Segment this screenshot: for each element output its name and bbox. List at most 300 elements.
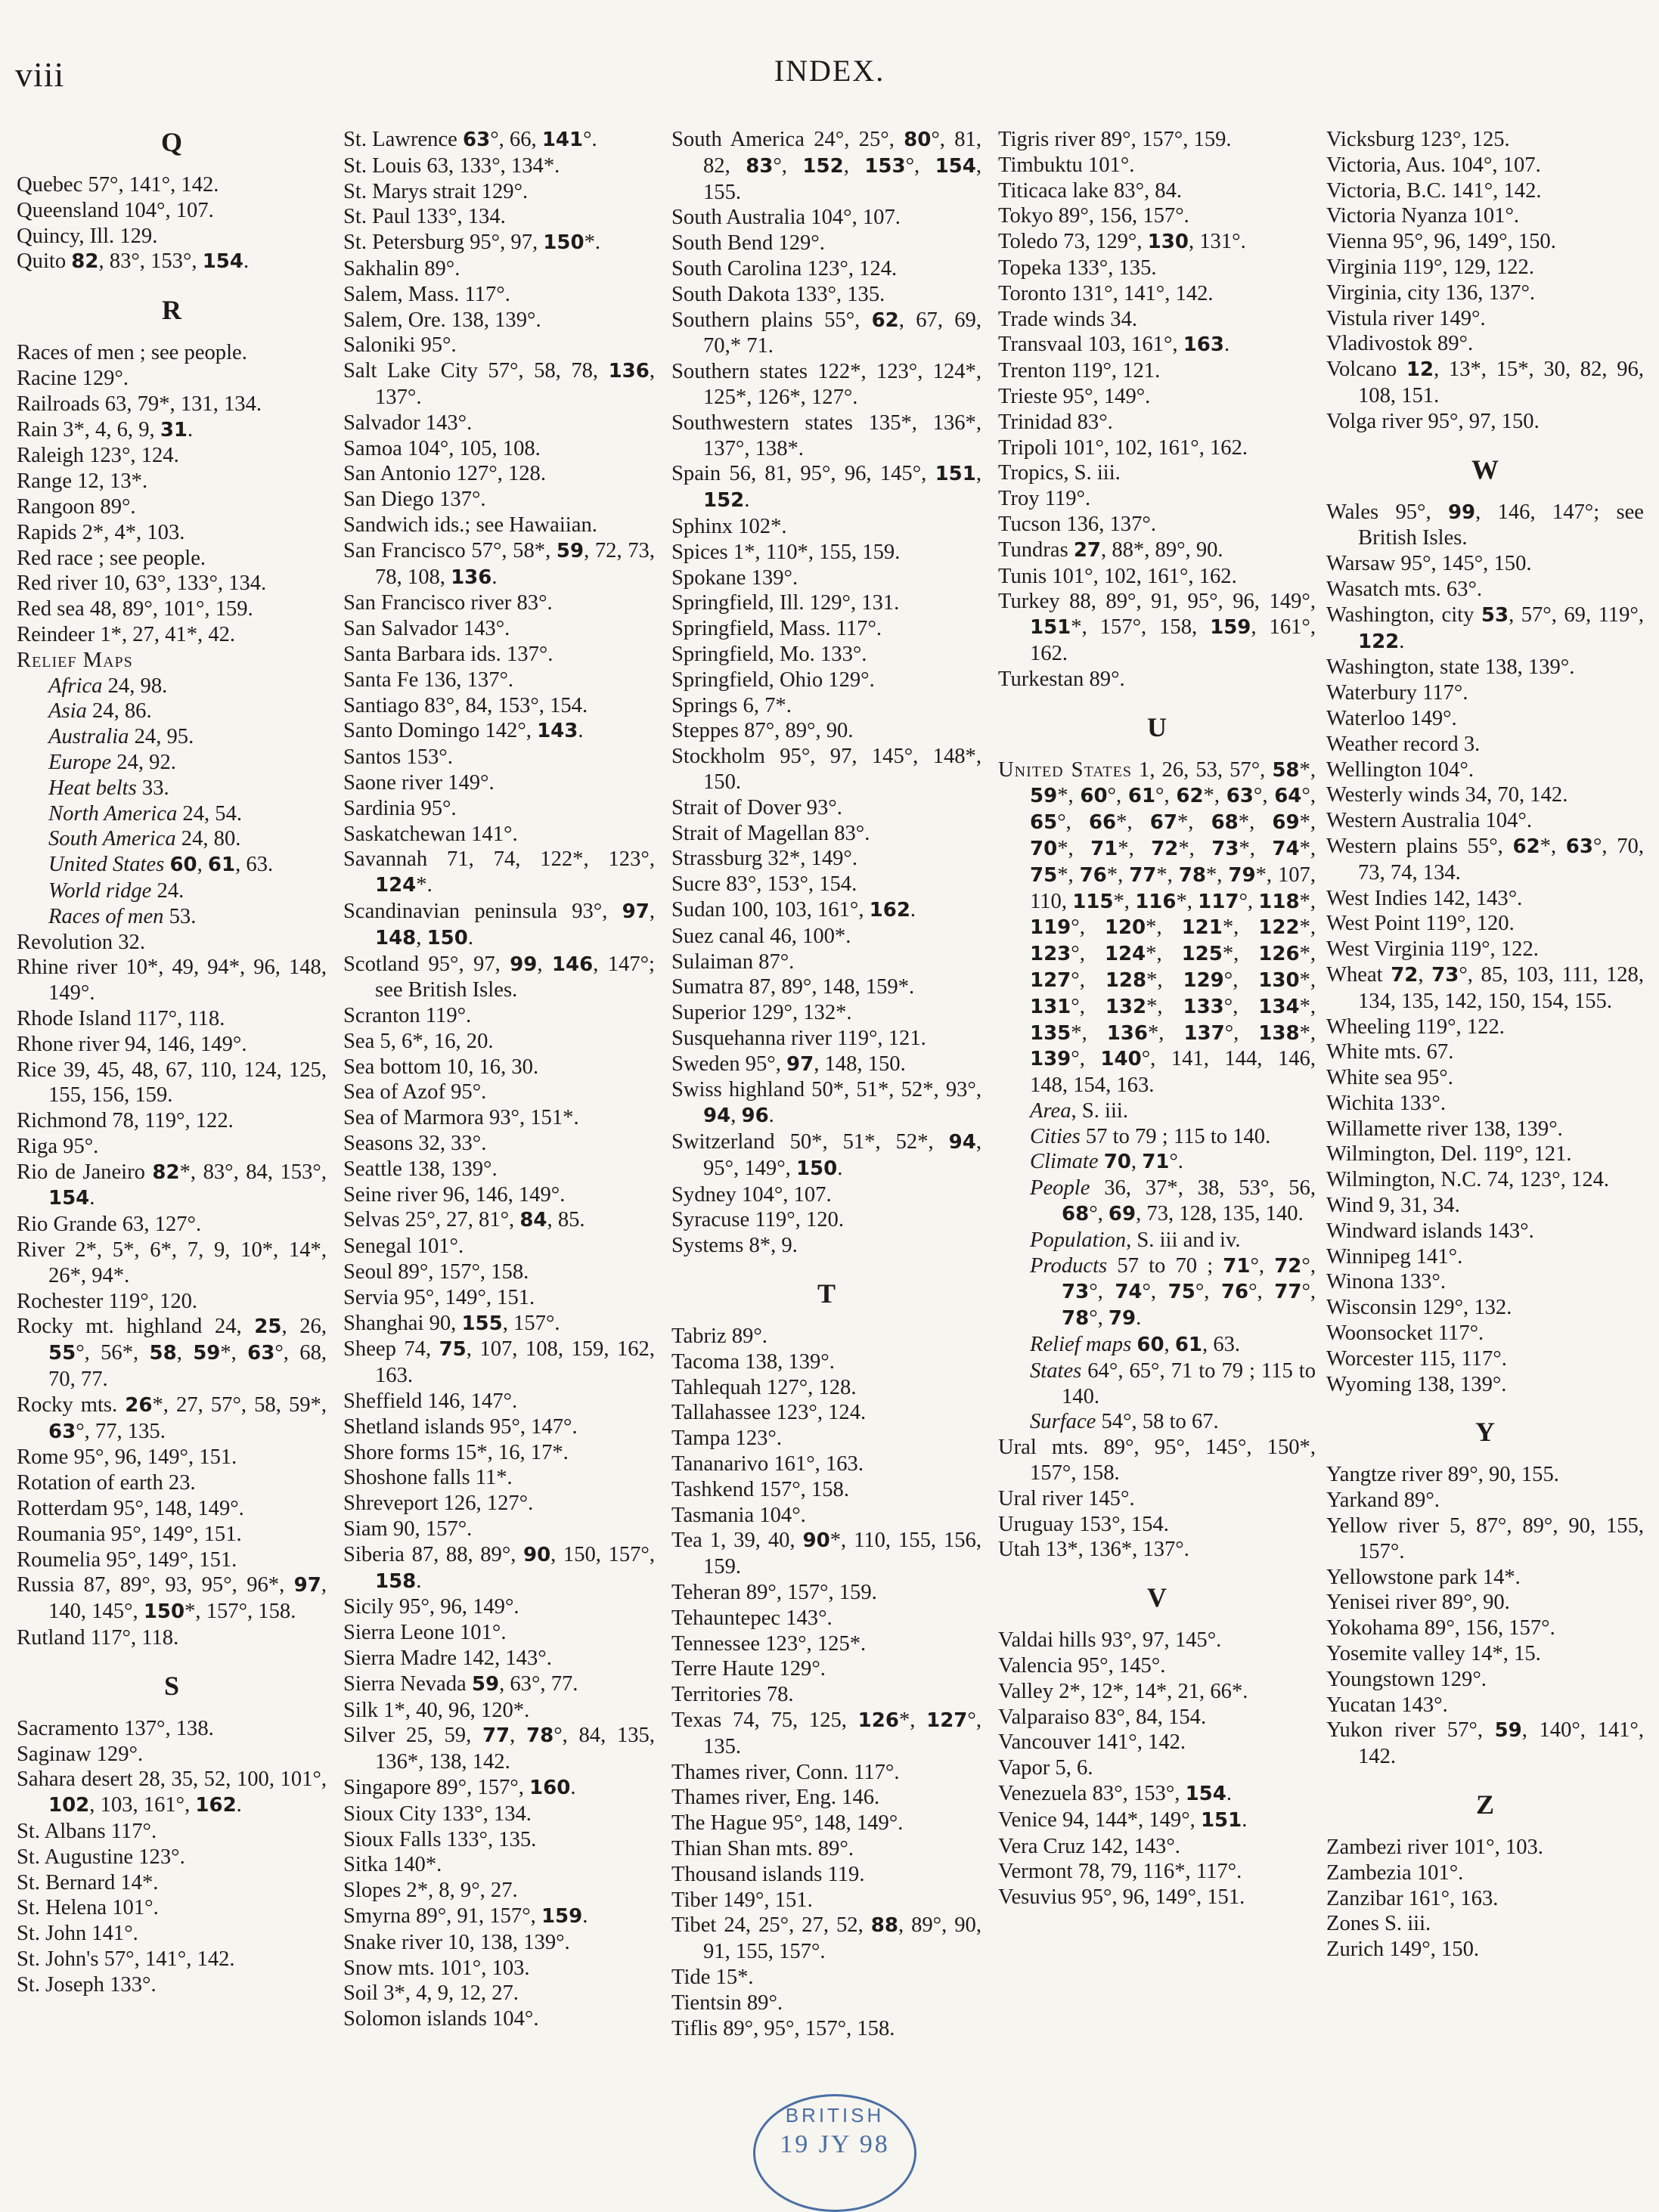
index-entry: Spain 56, 81, 95°, 96, 145°, 151, 152. (671, 462, 981, 513)
index-entry: Syracuse 119°, 120. (671, 1208, 844, 1232)
index-entry: Topeka 133°, 135. (998, 256, 1157, 280)
index-entry: Territories 78. (671, 1683, 794, 1707)
index-entry: Rome 95°, 96, 149°, 151. (17, 1445, 237, 1470)
index-entry: Southern plains 55°, 62, 67, 69, 70,* 71. (671, 308, 981, 358)
index-entry: San Salvador 143°. (343, 617, 510, 641)
index-entry: Saone river 149°. (343, 770, 495, 795)
index-entry: Zambezi river 101°, 103. (1326, 1836, 1543, 1860)
index-entry: Vienna 95°, 96, 149°, 150. (1326, 230, 1556, 254)
index-entry: Silk 1*, 40, 96, 120*. (343, 1698, 530, 1722)
index-entry: Youngstown 129°. (1326, 1667, 1487, 1691)
index-entry: Vera Cruz 142, 143°. (998, 1834, 1180, 1858)
index-entry: St. Augustine 123°. (17, 1845, 185, 1869)
index-entry: Rio de Janeiro 82*, 83°, 84, 153°, 154. (17, 1160, 327, 1210)
index-entry: Winona 133°. (1326, 1270, 1446, 1294)
index-entry: Woonsocket 117°. (1326, 1321, 1484, 1346)
index-entry: Savannah 71, 74, 122*, 123°, 124*. (343, 847, 655, 897)
index-entry: Siam 90, 157°. (343, 1517, 473, 1541)
index-column-5 (1326, 127, 1644, 1963)
index-entry: Volga river 95°, 97, 150. (1326, 409, 1540, 433)
index-subentry: Races of men 53. (48, 904, 197, 928)
index-entry: Rangoon 89°. (17, 494, 136, 519)
index-entry: St. Albans 117°. (17, 1820, 157, 1844)
index-subentry: United States 60, 61, 63. (48, 853, 274, 877)
index-entry: Sea bottom 10, 16, 30. (343, 1055, 539, 1079)
index-entry: Yukon river 57°, 59, 140°, 141°, 142. (1326, 1718, 1644, 1769)
letter-heading: W (1471, 454, 1499, 485)
index-subentry: Australia 24, 95. (48, 725, 194, 749)
letter-heading: U (1147, 711, 1167, 742)
index-entry: Texas 74, 75, 125, 126*, 127°, 135. (671, 1709, 981, 1758)
index-entry: Toronto 131°, 141°, 142. (998, 281, 1214, 305)
index-entry: Steppes 87°, 89°, 90. (671, 719, 854, 743)
index-entry: White sea 95°. (1326, 1066, 1453, 1090)
index-subentry: Asia 24, 86. (48, 699, 152, 723)
index-entry: Sweden 95°, 97, 148, 150. (671, 1052, 906, 1076)
index-entry: Seoul 89°, 157°, 158. (343, 1260, 529, 1284)
index-entry: Virginia 119°, 129, 122. (1326, 255, 1534, 279)
index-entry: Races of men ; see people. (17, 341, 247, 365)
index-entry: Titicaca lake 83°, 84. (998, 178, 1183, 203)
index-entry: South Dakota 133°, 135. (671, 282, 885, 306)
index-entry: Vesuvius 95°, 96, 149°, 151. (998, 1885, 1245, 1910)
index-entry: Strait of Dover 93°. (671, 795, 842, 819)
index-entry: Victoria Nyanza 101°. (1326, 204, 1520, 228)
index-entry: St. Louis 63, 133°, 134*. (343, 153, 560, 178)
index-entry: Tasmania 104°. (671, 1503, 806, 1527)
index-entry: Vancouver 141°, 142. (998, 1730, 1186, 1755)
index-entry: Trinidad 83°. (998, 410, 1113, 434)
index-entry: Suez canal 46, 100*. (671, 924, 851, 948)
index-entry: Springfield, Mo. 133°. (671, 642, 867, 666)
index-entry: Strassburg 32*, 149°. (671, 847, 858, 871)
index-entry: Tabriz 89°. (671, 1324, 767, 1349)
index-entry: Smyrna 89°, 91, 157°, 159. (343, 1904, 588, 1928)
index-entry: Yokohama 89°, 156, 157°. (1326, 1616, 1555, 1640)
index-entry: Sea 5, 6*, 16, 20. (343, 1029, 494, 1053)
index-entry: Revolution 32. (17, 930, 145, 954)
index-subentry: Africa 24, 98. (48, 674, 168, 698)
index-entry: Shreveport 126, 127°. (343, 1492, 534, 1516)
index-entry: Thian Shan mts. 89°. (671, 1837, 854, 1860)
index-entry: West Indies 142, 143°. (1326, 886, 1523, 910)
index-entry: Racine 129°. (17, 366, 129, 390)
index-entry: Saskatchewan 141°. (343, 822, 518, 846)
index-entry: Victoria, Aus. 104°, 107. (1326, 153, 1541, 177)
index-entry: Santa Fe 136, 137°. (343, 668, 514, 692)
index-entry: Tashkend 157°, 158. (671, 1477, 849, 1501)
index-entry: Thousand islands 119. (671, 1862, 865, 1886)
index-entry: Valencia 95°, 145°. (998, 1654, 1166, 1678)
index-entry: Valdai hills 93°, 97, 145°. (998, 1628, 1222, 1653)
index-entry: Spokane 139°. (671, 565, 798, 590)
index-entry: Vladivostok 89°. (1326, 332, 1474, 356)
index-entry: St. John's 57°, 141°, 142. (17, 1947, 235, 1971)
index-entry: Rocky mt. highland 24, 25, 26, 55°, 56*, 58, 59*, 63°, 68, 70, 77. (17, 1315, 327, 1392)
index-entry: Yenisei river 89°, 90. (1326, 1591, 1510, 1615)
letter-heading: Q (160, 127, 182, 157)
index-entry: Shoshone falls 11*. (343, 1466, 513, 1490)
index-entry: Washington, state 138, 139°. (1326, 655, 1575, 680)
index-entry: St. Helena 101°. (17, 1896, 159, 1920)
index-entry: Seasons 32, 33°. (343, 1132, 487, 1156)
index-entry: Tananarivo 161°, 163. (671, 1452, 864, 1476)
index-column-4 (998, 127, 1316, 1910)
index-entry: Sea of Azof 95°. (343, 1080, 487, 1104)
index-entry: Turkestan 89°. (998, 667, 1125, 691)
index-entry: Southern states 122*, 123°, 124*, 125*, 126*, 127°. (671, 360, 981, 409)
index-entry: Springfield, Ill. 129°, 131. (671, 591, 900, 615)
index-section-heading: Relief Maps (17, 648, 133, 672)
index-entry: Quincy, Ill. 129. (17, 224, 158, 248)
index-entry: Sitka 140*. (343, 1853, 442, 1877)
index-entry: Solomon islands 104°. (343, 2007, 539, 2031)
index-entry: Sioux Falls 133°, 135. (343, 1827, 537, 1851)
index-entry: Santa Barbara ids. 137°. (343, 642, 554, 666)
index-entry: Tehauntepec 143°. (671, 1606, 833, 1630)
index-entry: Tahlequah 127°, 128. (671, 1375, 857, 1399)
index-entry: Tundras 27, 88*, 89°, 90. (998, 538, 1223, 562)
index-entry: Red race ; see people. (17, 546, 206, 570)
index-entry: West Point 119°, 120. (1326, 912, 1515, 936)
index-entry: Zurich 149°, 150. (1326, 1938, 1480, 1962)
index-entry: Shanghai 90, 155, 157°. (343, 1311, 560, 1335)
index-entry: Worcester 115, 117°. (1326, 1346, 1507, 1371)
index-entry: Yellow river 5, 87°, 89°, 90, 155, 157°. (1326, 1514, 1644, 1563)
index-entry: Tokyo 89°, 156, 157°. (998, 204, 1189, 228)
index-entry: Terre Haute 129°. (671, 1657, 826, 1681)
index-entry: Switzerland 50*, 51*, 52*, 94, 95°, 149°, 150. (671, 1130, 981, 1180)
index-entry: Sioux City 133°, 134. (343, 1802, 532, 1826)
index-entry: Salvador 143°. (343, 410, 473, 435)
index-entry: St. Bernard 14*. (17, 1870, 159, 1894)
index-entry: Yellowstone park 14*. (1326, 1565, 1521, 1589)
index-entry: Seattle 138, 139°. (343, 1157, 498, 1181)
index-entry: Vistula river 149°. (1326, 306, 1486, 330)
index-entry: Wasatch mts. 63°. (1326, 577, 1483, 601)
index-entry: Washington, city 53, 57°, 69, 119°, 122. (1326, 603, 1644, 653)
index-entry: Springfield, Mass. 117°. (671, 617, 882, 641)
index-entry: St. Petersburg 95°, 97, 150*. (343, 231, 601, 255)
index-entry: Tropics, S. iii. (998, 461, 1121, 485)
index-subentry: World ridge 24. (48, 878, 185, 903)
index-subentry: Population, S. iii and iv. (1030, 1228, 1241, 1252)
index-subentry: People 36, 37*, 38, 53°, 56, 68°, 69, 73, 128, 135, 140. (1030, 1176, 1316, 1226)
index-entry: Tiber 149°, 151. (671, 1888, 813, 1912)
index-entry: Sumatra 87, 89°, 148, 159*. (671, 975, 915, 999)
index-entry: St. Marys strait 129°. (343, 179, 529, 203)
index-entry: Sicily 95°, 96, 149°. (343, 1595, 519, 1619)
index-entry: Western Australia 104°. (1326, 809, 1532, 833)
index-entry: Scotland 95°, 97, 99, 146, 147°; see British Isles. (343, 952, 655, 1002)
index-entry: Wind 9, 31, 34. (1326, 1194, 1460, 1218)
index-entry: Troy 119°. (998, 487, 1091, 511)
index-subentry: Climate 70, 71°. (1030, 1150, 1183, 1174)
index-entry: Sydney 104°, 107. (671, 1182, 832, 1207)
index-entry: Tennessee 123°, 125*. (671, 1631, 867, 1656)
letter-heading: Y (1475, 1417, 1495, 1448)
index-entry: Wellington 104°. (1326, 757, 1474, 782)
index-entry: Toledo 73, 129°, 130, 131°. (998, 230, 1246, 254)
index-entry: Tripoli 101°, 102, 161°, 162. (998, 435, 1248, 460)
index-entry: Red river 10, 63°, 133°, 134. (17, 572, 267, 596)
index-entry: Spices 1*, 110*, 155, 159. (671, 540, 901, 564)
index-entry: Samoa 104°, 105, 108. (343, 436, 541, 460)
index-entry: Strait of Magellan 83°. (671, 821, 870, 845)
index-entry: Valley 2*, 12*, 14*, 21, 66*. (998, 1679, 1248, 1703)
index-entry: Thames river, Conn. 117°. (671, 1760, 900, 1784)
index-entry: Yucatan 143°. (1326, 1693, 1448, 1717)
index-entry: Snake river 10, 138, 139°. (343, 1930, 570, 1954)
index-entry: Wyoming 138, 139°. (1326, 1372, 1507, 1396)
index-entry: San Francisco 57°, 58*, 59, 72, 73, 78, 108, 136. (343, 538, 655, 589)
index-entry: Sheffield 146, 147°. (343, 1389, 518, 1414)
index-entry: United States 1, 26, 53, 57°, 58*, 59*, 60°, 61°, 62*, 63°, 64°, 65°, 66*, 67*, 68*, 69*, 70*, 71*, 72*, 73*, 74*, 75*, 76*, 77*, 78*, 79*, 107, 110, 115*, 116*, 117°, 118*, 119°, 120*, 121*, 122*, 123°, 124*, 125*, 126*, 127°, 128*, 129°, 130*, 131°, 132*, 133°, 134*, 135*, 136*, 137°, 138*, 139°, 140°, 141, 144, 146, 148, 154, 163. (998, 757, 1316, 1098)
index-subentry: Heat belts 33. (48, 776, 169, 800)
index-entry: Wilmington, Del. 119°, 121. (1326, 1142, 1572, 1166)
index-entry: St. Lawrence 63°, 66, 141°. (343, 128, 597, 151)
index-entry: Victoria, B.C. 141°, 142. (1326, 178, 1542, 203)
index-entry: Railroads 63, 79*, 131, 134. (17, 392, 262, 416)
index-entry: Timbuktu 101°. (998, 153, 1135, 177)
index-entry: Sea of Marmora 93°, 151*. (343, 1106, 579, 1130)
index-entry: Tea 1, 39, 40, 90*, 110, 155, 156, 159. (671, 1529, 981, 1579)
index-entry: Vicksburg 123°, 125. (1326, 128, 1510, 151)
index-entry: Red sea 48, 89°, 101°, 159. (17, 597, 253, 621)
index-entry: Ural mts. 89°, 95°, 145°, 150*, 157°, 158. (998, 1436, 1316, 1486)
index-entry: Sudan 100, 103, 161°, 162. (671, 897, 916, 922)
index-entry: Sheep 74, 75, 107, 108, 159, 162, 163. (343, 1337, 656, 1388)
index-entry: Vapor 5, 6. (998, 1756, 1093, 1780)
index-entry: Rice 39, 45, 48, 67, 110, 124, 125, 155, 156, 159. (17, 1058, 327, 1108)
stamp-date: 19 JY 98 (780, 2130, 890, 2158)
index-entry: Warsaw 95°, 145°, 150. (1326, 552, 1532, 576)
index-entry: Raleigh 123°, 124. (17, 444, 179, 468)
index-entry: Rhine river 10*, 49, 94*, 96, 148, 149°. (17, 956, 327, 1005)
letter-heading: R (162, 295, 181, 326)
index-entry: Singapore 89°, 157°, 160. (343, 1776, 576, 1799)
index-entry: Senegal 101°. (343, 1235, 464, 1259)
index-entry: Sierra Madre 142, 143°. (343, 1647, 552, 1671)
index-entry: Sucre 83°, 153°, 154. (671, 872, 857, 897)
index-entry: Winnipeg 141°. (1326, 1244, 1463, 1269)
index-subentry: Surface 54°, 58 to 67. (1030, 1410, 1219, 1434)
index-entry: Rocky mts. 26*, 27, 57°, 58, 59*, 63°, 77, 135. (17, 1393, 327, 1443)
index-entry: Quebec 57°, 141°, 142. (17, 173, 219, 197)
index-entry: St. Paul 133°, 134. (343, 205, 506, 229)
index-entry: Southwestern states 135*, 136*, 137°, 138*. (671, 410, 981, 460)
index-entry: Rain 3*, 4, 6, 9, 31. (17, 417, 194, 441)
index-entry: Ural river 145°. (998, 1486, 1135, 1510)
index-entry: Sakhalin 89°. (343, 256, 460, 280)
index-entry: Selvas 25°, 27, 81°, 84, 85. (343, 1208, 585, 1232)
index-entry: Range 12, 13*. (17, 469, 148, 494)
index-entry: River 2*, 5*, 6*, 7, 9, 10*, 14*, 26*, 94*. (17, 1238, 327, 1287)
index-entry: San Francisco river 83°. (343, 591, 553, 615)
index-entry: Soil 3*, 4, 9, 12, 27. (343, 1981, 519, 2006)
index-entry: South America 24°, 25°, 80°, 81, 82, 83°, 152, 153°, 154, 155. (671, 128, 982, 204)
index-entry: Scandinavian peninsula 93°, 97, 148, 150. (343, 899, 655, 950)
index-entry: South Australia 104°, 107. (671, 206, 901, 230)
index-entry: Stockholm 95°, 97, 145°, 148*, 150. (671, 745, 981, 794)
index-entry: Rio Grande 63, 127°. (17, 1213, 202, 1237)
index-entry: Sardinia 95°. (343, 796, 457, 820)
index-entry: Servia 95°, 149°, 151. (343, 1285, 535, 1309)
index-subentry: Relief maps 60, 61, 63. (1030, 1333, 1241, 1357)
index-entry: Western plains 55°, 62*, 63°, 70, 73, 74, 134. (1326, 834, 1644, 884)
index-entry: Roumania 95°, 149°, 151. (17, 1522, 242, 1546)
index-entry: Susquehanna river 119°, 121. (671, 1026, 926, 1050)
index-entry: Springfield, Ohio 129°. (671, 668, 875, 692)
index-entry: Springs 6, 7*. (671, 693, 792, 717)
index-entry: Transvaal 103, 161°, 163. (998, 333, 1230, 357)
index-entry: Seine river 96, 146, 149°. (343, 1182, 566, 1207)
index-entry: Yarkand 89°. (1326, 1489, 1440, 1513)
index-entry: Turkey 88, 89°, 91, 95°, 96, 149°, 151*, 157°, 158, 159, 161°, 162. (998, 590, 1316, 665)
index-entry: Richmond 78, 119°, 122. (17, 1109, 234, 1133)
index-entry: Trieste 95°, 149°. (998, 384, 1151, 408)
index-entry: Tallahassee 123°, 124. (671, 1401, 867, 1425)
index-entry: Saloniki 95°. (343, 333, 457, 358)
page-title: INDEX. (774, 54, 885, 88)
index-entry: Windward islands 143°. (1326, 1219, 1534, 1243)
index-entry: Yangtze river 89°, 90, 155. (1326, 1463, 1559, 1487)
index-entry: Saginaw 129°. (17, 1742, 144, 1766)
index-entry: Volcano 12, 13*, 15*, 30, 82, 96, 108, 151. (1326, 358, 1644, 407)
index-entry: Utah 13*, 136*, 137°. (998, 1538, 1189, 1562)
index-entry: Tide 15*. (671, 1965, 754, 1989)
index-entry: Wales 95°, 99, 146, 147°; see British Isles. (1326, 500, 1644, 550)
letter-heading: Z (1475, 1789, 1494, 1820)
index-entry: Uruguay 153°, 154. (998, 1512, 1169, 1536)
index-subentry: Area, S. iii. (1030, 1098, 1129, 1123)
index-entry: Teheran 89°, 157°, 159. (671, 1581, 877, 1605)
index-entry: Yosemite valley 14*, 15. (1326, 1642, 1541, 1666)
index-entry: San Diego 137°. (343, 488, 486, 512)
index-column-1 (17, 127, 327, 1998)
index-entry: Shetland islands 95°, 147°. (343, 1414, 578, 1439)
index-entry: Rhode Island 117°, 118. (17, 1006, 225, 1030)
index-entry: West Virginia 119°, 122. (1326, 937, 1539, 962)
index-entry: Wilmington, N.C. 74, 123°, 124. (1326, 1168, 1610, 1192)
index-entry: Valparaiso 83°, 84, 154. (998, 1705, 1207, 1729)
index-entry: Rhone river 94, 146, 149°. (17, 1032, 247, 1056)
page-number: viii (15, 55, 65, 94)
index-entry: Russia 87, 89°, 93, 95°, 96*, 97, 140, 145°, 150*, 157°, 158. (17, 1573, 327, 1624)
index-entry: Salem, Mass. 117°. (343, 282, 510, 306)
index-entry: Zanzibar 161°, 163. (1326, 1886, 1499, 1910)
index-entry: Scranton 119°. (343, 1004, 472, 1028)
index-entry: Tacoma 138, 139°. (671, 1349, 835, 1374)
stamp-top-text: BRITISH (785, 2104, 885, 2127)
letter-heading: T (817, 1278, 836, 1309)
index-entry: Salem, Ore. 138, 139°. (343, 308, 541, 332)
index-entry: Vermont 78, 79, 116*, 117°. (998, 1860, 1242, 1884)
index-entry: The Hague 95°, 148, 149°. (671, 1811, 904, 1836)
index-entry: San Antonio 127°, 128. (343, 462, 546, 486)
index-subentry: States 64°, 65°, 71 to 79 ; 115 to 140. (1030, 1358, 1316, 1408)
index-entry: Tunis 101°, 102, 161°, 162. (998, 564, 1237, 588)
index-entry: Reindeer 1*, 27, 41*, 42. (17, 622, 236, 646)
index-entry: Virginia, city 136, 137°. (1326, 280, 1536, 305)
index-entry: Waterbury 117°. (1326, 681, 1468, 705)
index-entry: Sulaiman 87°. (671, 950, 795, 974)
index-entry: Queensland 104°, 107. (17, 198, 214, 222)
index-entry: Venice 94, 144*, 149°, 151. (998, 1808, 1248, 1832)
index-entry: Wheat 72, 73°, 85, 103, 111, 128, 134, 135, 142, 150, 154, 155. (1326, 962, 1645, 1013)
index-column-2 (343, 127, 655, 2032)
index-subentry: Products 57 to 70 ; 71°, 72°, 73°, 74°, 75°, 76°, 77°, 78°, 79. (1030, 1253, 1316, 1331)
index-entry: Rutland 117°, 118. (17, 1626, 179, 1650)
index-entry: South Carolina 123°, 124. (671, 256, 898, 280)
index-entry: Sphinx 102*. (671, 514, 787, 538)
index-entry: Weather record 3. (1326, 732, 1481, 756)
index-entry: St. Joseph 133°. (17, 1972, 157, 1997)
index-column-3 (671, 127, 981, 2041)
index-entry: Tucson 136, 137°. (998, 512, 1156, 536)
index-entry: Sierra Nevada 59, 63°, 77. (343, 1671, 578, 1696)
index-entry: White mts. 67. (1326, 1040, 1454, 1064)
index-entry: Tibet 24, 25°, 27, 52, 88, 89°, 90, 91, 155, 157°. (671, 1913, 982, 1964)
index-entry: Zones S. iii. (1326, 1912, 1431, 1936)
index-entry: Rapids 2*, 4*, 103. (17, 520, 185, 544)
letter-heading: V (1147, 1582, 1167, 1613)
index-entry: Snow mts. 101°, 103. (343, 1956, 530, 1980)
index-entry: Santo Domingo 142°, 143. (343, 719, 584, 743)
index-entry: Tampa 123°. (671, 1427, 783, 1451)
index-entry: Venezuela 83°, 153°, 154. (998, 1782, 1233, 1806)
index-entry: South Bend 129°. (671, 231, 825, 256)
index-entry: Riga 95°. (17, 1134, 99, 1158)
library-stamp (753, 2094, 916, 2212)
index-entry: Rotation of earth 23. (17, 1471, 196, 1495)
index-entry: Sierra Leone 101°. (343, 1621, 507, 1645)
index-entry: Wisconsin 129°, 132. (1326, 1296, 1512, 1320)
index-subentry: South America 24, 80. (48, 827, 241, 851)
index-entry: Rochester 119°, 120. (17, 1289, 198, 1313)
index-entry: Tiflis 89°, 95°, 157°, 158. (671, 2016, 895, 2040)
index-entry: Quito 82, 83°, 153°, 154. (17, 249, 250, 274)
index-entry: Shore forms 15*, 16, 17*. (343, 1440, 569, 1464)
index-entry: Superior 129°, 132*. (671, 1001, 852, 1025)
index-entry: Sandwich ids.; see Hawaiian. (343, 513, 597, 537)
index-entry: Roumelia 95°, 149°, 151. (17, 1547, 237, 1572)
index-entry: Santiago 83°, 84, 153°, 154. (343, 693, 588, 717)
index-entry: Wichita 133°. (1326, 1091, 1446, 1115)
index-entry: Trenton 119°, 121. (998, 359, 1161, 383)
index-entry: Systems 8*, 9. (671, 1234, 798, 1258)
index-entry: Sahara desert 28, 35, 52, 100, 101°, 102, 103, 161°, 162. (17, 1767, 327, 1817)
index-entry: Slopes 2*, 8, 9°, 27. (343, 1879, 518, 1903)
index-entry: Wheeling 119°, 122. (1326, 1015, 1505, 1039)
index-entry: Swiss highland 50*, 51*, 52*, 93°, 94, 96. (671, 1078, 981, 1128)
index-entry: Silver 25, 59, 77, 78°, 84, 135, 136*, 138, 142. (343, 1724, 656, 1774)
index-entry: Trade winds 34. (998, 307, 1138, 331)
index-entry: Westerly winds 34, 70, 142. (1326, 783, 1568, 807)
index-entry: Tigris river 89°, 157°, 159. (998, 128, 1232, 151)
index-entry: St. John 141°. (17, 1922, 138, 1946)
index-entry: Tientsin 89°. (671, 1990, 783, 2015)
index-entry: Siberia 87, 88, 89°, 90, 150, 157°, 158. (343, 1542, 655, 1593)
index-subentry: Europe 24, 92. (48, 750, 176, 774)
index-entry: Santos 153°. (343, 745, 453, 770)
index-entry: Salt Lake City 57°, 58, 78, 136, 137°. (343, 359, 655, 409)
index-entry: Rotterdam 95°, 148, 149°. (17, 1497, 244, 1521)
index-subentry: North America 24, 54. (48, 801, 243, 826)
index-entry: Sacramento 137°, 138. (17, 1716, 214, 1740)
index-entry: Willamette river 138, 139°. (1326, 1117, 1563, 1141)
index-subentry: Cities 57 to 79 ; 115 to 140. (1030, 1124, 1271, 1148)
